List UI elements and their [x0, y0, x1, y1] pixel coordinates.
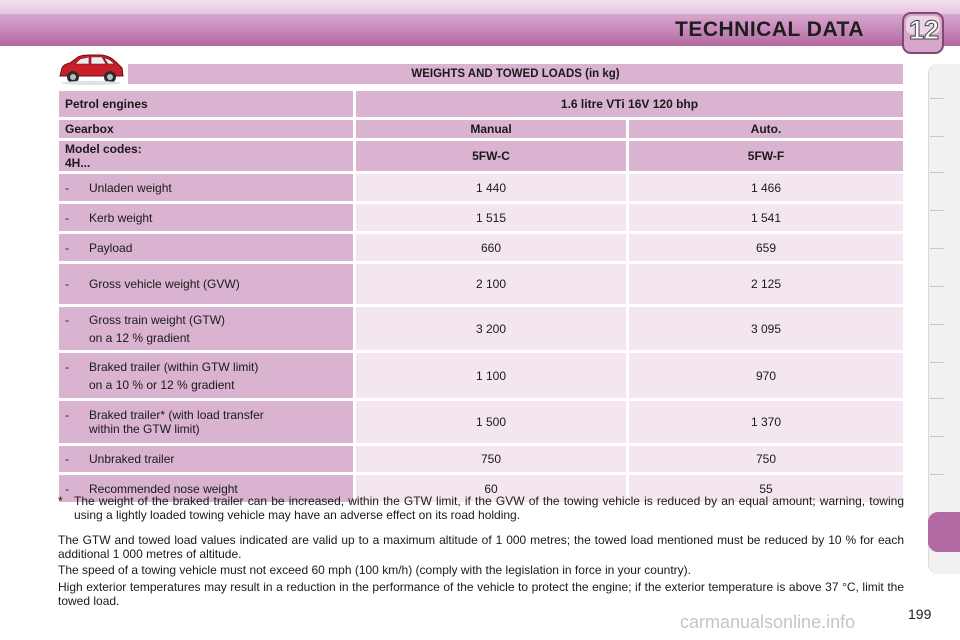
table-row — [59, 204, 903, 231]
row-value-auto: 1 466 — [629, 174, 903, 201]
row-label: Braked trailer* (with load transfer — [89, 408, 264, 422]
row-label-cell — [59, 174, 353, 201]
table-title: WEIGHTS AND TOWED LOADS (in kg) — [128, 64, 903, 84]
row-label: Gross vehicle weight (GVW) — [89, 277, 240, 291]
row-label: Unbraked trailer — [89, 452, 175, 466]
row-label: Kerb weight — [89, 210, 153, 225]
row-value-auto: 970 — [629, 353, 903, 398]
row-label-cell — [59, 307, 353, 350]
side-index-tick — [930, 286, 944, 287]
table-row — [59, 234, 903, 261]
row-dash: - — [65, 240, 69, 255]
table-row — [59, 446, 903, 472]
row-value-manual: 60 — [356, 475, 626, 502]
row-dash: - — [65, 481, 69, 496]
side-index-tick — [930, 474, 944, 475]
table-row — [59, 353, 903, 398]
row-label-cell — [59, 353, 353, 398]
row-label-text — [89, 313, 225, 345]
side-index-tick — [930, 324, 944, 325]
row-label: Unladen weight — [89, 180, 172, 195]
chapter-number: 12 — [908, 15, 940, 45]
row-value-manual: 660 — [356, 234, 626, 261]
row-label: Braked trailer (within GTW limit) — [89, 359, 259, 374]
watermark: carmanualsonline.info — [680, 612, 856, 632]
engine-value: 1.6 litre VTi 16V 120 bhp — [356, 91, 903, 117]
row-label-cell — [59, 401, 353, 443]
row-dash: - — [65, 312, 69, 327]
row-dash: - — [65, 452, 69, 466]
row-value-auto: 1 541 — [629, 204, 903, 231]
footnote-asterisk: * — [58, 494, 63, 508]
note-altitude: The GTW and towed load values indicated are valid up to a maximum altitude of 1 000 metres; the towed load mentioned must be reduced by 10 % for each additional 1 000 metres of altitude. — [58, 533, 904, 561]
model-row — [59, 141, 903, 171]
row-dash: - — [65, 408, 69, 422]
table-row — [59, 401, 903, 443]
table-row — [59, 307, 903, 350]
active-chapter-tab[interactable] — [928, 512, 960, 552]
row-label: Payload — [89, 240, 133, 255]
footnote — [58, 494, 904, 522]
row-dash: - — [65, 359, 69, 374]
row-label-text — [89, 452, 174, 466]
row-dash: - — [65, 210, 69, 225]
row-label-text — [89, 277, 240, 291]
row-label-2: on a 10 % or 12 % gradient — [89, 377, 235, 392]
row-value-manual: 2 100 — [356, 264, 626, 304]
table-row — [59, 174, 903, 201]
gearbox-manual: Manual — [356, 120, 626, 138]
row-value-auto: 2 125 — [629, 264, 903, 304]
table-row — [59, 264, 903, 304]
header-band-highlight — [0, 0, 960, 14]
gearbox-row — [59, 120, 903, 138]
row-value-auto: 750 — [629, 446, 903, 472]
note-temperature: High exterior temperatures may result in a reduction in the performance of the vehicle to protect the engine; if the exterior temperature is above 37 °C, limit the towed load. — [58, 580, 904, 608]
page-number: 199 — [908, 606, 932, 622]
row-dash: - — [65, 180, 69, 195]
row-value-manual: 1 500 — [356, 401, 626, 443]
row-label-text — [89, 211, 152, 225]
row-value-auto: 3 095 — [629, 307, 903, 350]
row-value-auto: 659 — [629, 234, 903, 261]
data-rows — [59, 174, 903, 502]
row-label-cell — [59, 446, 353, 472]
model-label: Model codes: — [65, 142, 142, 156]
row-label-text — [89, 408, 264, 436]
row-label: Recommended nose weight — [89, 481, 238, 496]
row-label-cell — [59, 264, 353, 304]
model-label-cell — [59, 141, 353, 171]
model-manual: 5FW-C — [356, 141, 626, 171]
model-auto: 5FW-F — [629, 141, 903, 171]
row-label-text — [89, 360, 258, 392]
note-speed: The speed of a towing vehicle must not exceed 60 mph (100 km/h) (comply with the legislation in force in your country). — [58, 563, 691, 577]
weights-table — [56, 88, 906, 505]
side-index-tick — [930, 98, 944, 99]
row-value-auto: 55 — [629, 475, 903, 502]
side-index-tick — [930, 248, 944, 249]
gearbox-label: Gearbox — [59, 120, 353, 138]
gearbox-auto: Auto. — [629, 120, 903, 138]
row-label-text — [89, 241, 132, 255]
row-value-manual: 3 200 — [356, 307, 626, 350]
row-label-cell — [59, 234, 353, 261]
side-index-tick — [930, 136, 944, 137]
row-dash: - — [65, 277, 69, 291]
page-title: TECHNICAL DATA — [675, 18, 864, 41]
row-value-manual: 1 440 — [356, 174, 626, 201]
side-index-tick — [930, 362, 944, 363]
side-index-tick — [930, 436, 944, 437]
engine-label: Petrol engines — [59, 91, 353, 117]
row-value-manual: 750 — [356, 446, 626, 472]
row-label-2: within the GTW limit) — [89, 422, 200, 436]
row-value-auto: 1 370 — [629, 401, 903, 443]
model-label-2: 4H... — [65, 156, 91, 170]
car-icon — [56, 52, 126, 86]
footnote-text: The weight of the braked trailer can be increased, within the GTW limit, if the GVW of the towing vehicle is reduced by an equal amount; warning, towing using a lightly loaded towing vehicle may have an adverse effect on its road holding. — [74, 494, 904, 522]
row-value-manual: 1 100 — [356, 353, 626, 398]
row-value-manual: 1 515 — [356, 204, 626, 231]
row-label-cell — [59, 204, 353, 231]
row-label: Gross train weight (GTW) — [89, 312, 226, 327]
side-index-tick — [930, 398, 944, 399]
row-label-2: on a 12 % gradient — [89, 330, 190, 345]
side-index-tick — [930, 210, 944, 211]
row-label-text — [89, 181, 172, 195]
engine-row — [59, 91, 903, 117]
side-index-rail — [928, 64, 960, 574]
side-index-tick — [930, 172, 944, 173]
